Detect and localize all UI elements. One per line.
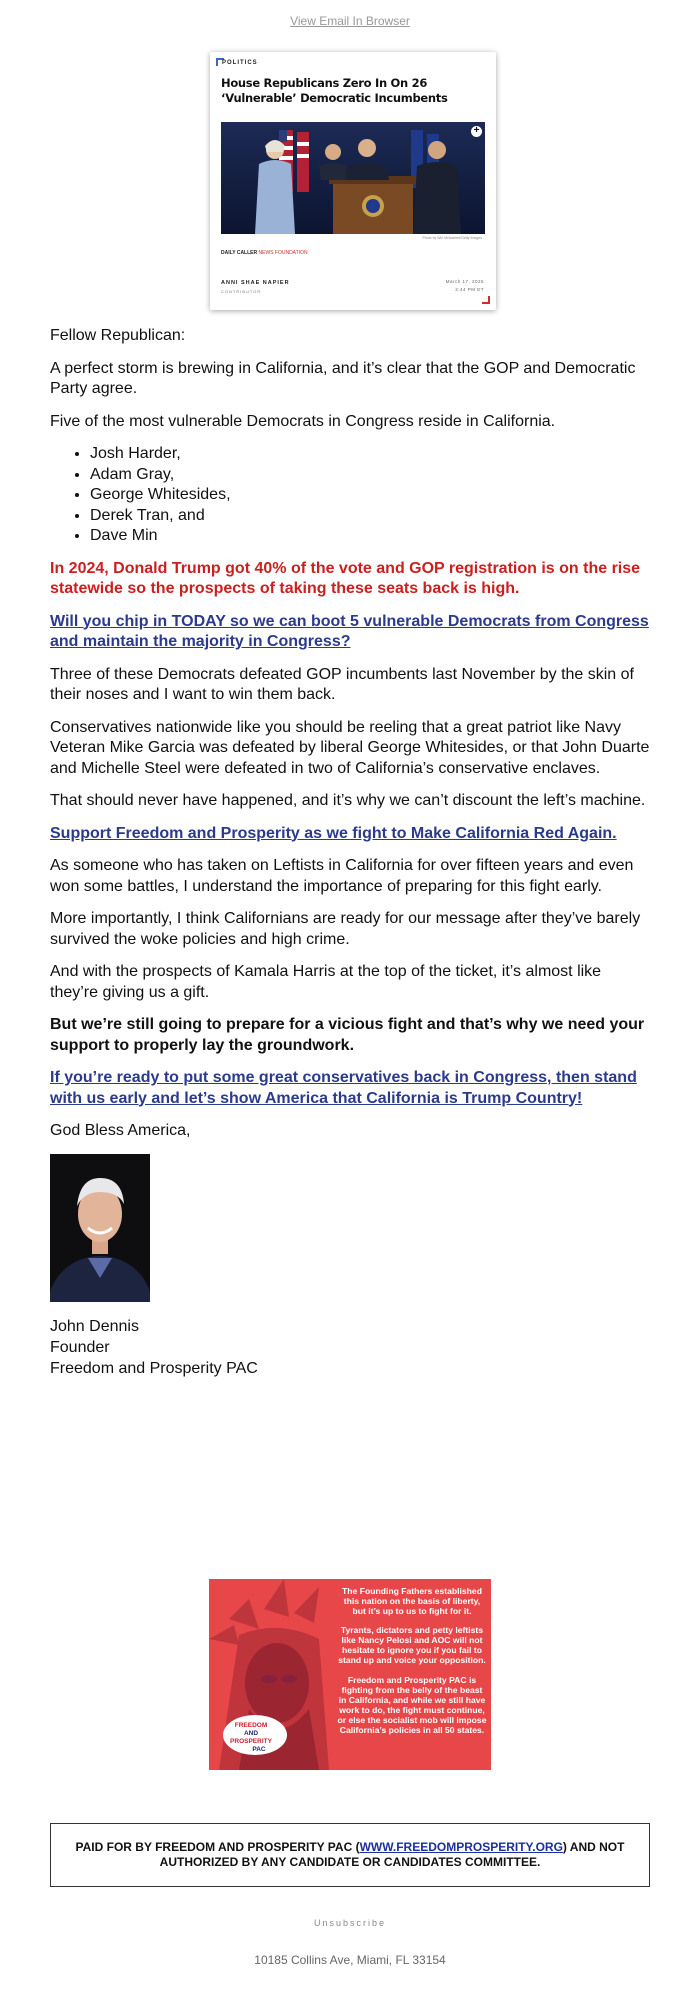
photo-caption: Photo by Win McNamee/Getty Images [422,236,482,240]
banner-text: California’s policies in all 50 states. [339,1725,485,1735]
paragraph-8: And with the prospects of Kamala Harris at the top of the ticket, it’s almost like they’re giving us a gift. [50,963,602,1001]
disclaimer-text: ) AND NOT AUTHORIZED BY ANY CANDIDATE OR CANDIDATES COMMITTEE. [159,1840,625,1869]
article-date [446,278,484,294]
banner-text: Tyrants, dictators and petty leftists [340,1625,484,1635]
article-section: POLITICS [222,60,258,66]
website-link[interactable]: WWW.FREEDOMPROSPERITY.ORG [359,1840,563,1854]
donate-link-1[interactable]: Will you chip in TODAY so we can boot 5 vulnerable Democrats from Congress and maintain the majority in Congress? [50,612,649,650]
banner-text: stand up and voice your opposition. [338,1655,486,1665]
publisher-name: DAILY CALLER [221,250,258,256]
banner-text: hesitate to ignore you if you fail to [342,1645,482,1655]
disclaimer-text: PAID FOR BY FREEDOM AND PROSPERITY PAC ( [75,1840,360,1854]
mailing-address: 10185 Collins Ave, Miami, FL 33154 [254,1953,446,1967]
paragraph-1: A perfect storm is brewing in California, and it’s clear that the GOP and Democratic Party agree. [50,359,636,397]
list-item: • George Whitesides, [90,485,650,506]
signer-portrait [50,1154,150,1302]
paragraph-7: More importantly, I think Californians are ready for our message after they’ve barely survived the woke policies and high crime. [50,910,641,948]
highlight-statement: In 2024, Donald Trump got 40% of the vote and GOP registration is on the rise statewide so the prospects of taking these seats back is high. [50,559,641,597]
article-date-line: March 17, 2025 [445,279,484,284]
paragraph-2: Five of the most vulnerable Democrats in Congress reside in California. [50,412,556,430]
banner-text: Freedom and Prosperity PAC is [347,1675,477,1685]
logo-text: PAC [252,1746,266,1753]
signature-block [50,1316,650,1379]
article-photo [221,122,485,234]
banner-text: work to do, the fight must continue, [339,1705,485,1715]
banner-text: but it’s up to us to fight for it. [352,1606,472,1616]
paragraph-5: That should never have happened, and it’s why we can’t discount the left’s machine. [50,792,646,809]
expand-icon: + [471,126,482,137]
list-item: • Josh Harder, [90,444,650,465]
paragraph-6: As someone who has taken on Leftists in California for over fifteen years and even won some battles, I understand the importance of preparing for this fight early. [50,857,634,895]
signer-title: Founder [50,1338,110,1356]
donate-link-2[interactable]: Support Freedom and Prosperity as we fight to Make California Red Again. [50,824,617,842]
view-in-browser-link[interactable]: View Email In Browser [290,14,410,28]
paragraph-3: Three of these Democrats defeated GOP incumbents last November by the skin of their noses and I want to win them back. [50,665,634,703]
closing: God Bless America, [50,1122,191,1139]
paragraph-4: Conservatives nationwide like you should be reeling that a great patriot like Navy Veteran Mike Garcia was defeated by liberal George Whitesides, or that John Duarte and Michelle Steel were defeated in two of California’s conservative enclaves. [50,718,650,777]
signer-org: Freedom and Prosperity PAC [50,1359,258,1377]
article-author: ANNI SHAE NAPIER [221,280,290,286]
signer-name: John Dennis [50,1317,139,1335]
publisher-suffix: NEWS FOUNDATION [258,250,308,256]
banner-text: like Nancy Pelosi and AOC will not [341,1635,483,1645]
article-headline: House Republicans Zero In On 26 ‘Vulnerable’ Democratic Incumbents [221,76,448,105]
greeting: Fellow Republican: [50,327,186,344]
email-body [50,326,650,1379]
list-item: • Dave Min [90,526,650,547]
democrats-list [90,444,650,547]
logo-text: PROSPERITY [230,1738,272,1745]
article-time-line: 2:44 PM ET [455,287,484,292]
donate-link-3[interactable]: If you’re ready to put some great conservatives back in Congress, then stand with us early and let’s show America that California is Trump Country! [50,1069,637,1107]
view-in-browser-row [0,14,700,28]
article-card-image[interactable] [210,52,496,310]
list-item: • Derek Tran, and [90,506,650,527]
bold-statement: But we’re still going to prepare for a vicious fight and that’s why we need your support to properly lay the groundwork. [50,1016,645,1054]
list-item: • Adam Gray, [90,465,650,486]
logo-text: FREEDOM [234,1722,268,1729]
freedom-banner-image[interactable] [209,1579,491,1770]
banner-text: in California, and while we still have [338,1695,486,1705]
banner-text: this nation on the basis of liberty, [343,1596,481,1606]
publisher-logo [221,250,308,256]
banner-text: fighting from the belly of the beast [341,1685,483,1695]
banner-text: The Founding Fathers established [342,1586,482,1596]
corner-accent [482,296,490,304]
unsubscribe-link[interactable]: Unsubscribe [313,1918,387,1928]
paid-for-disclaimer [50,1823,650,1887]
article-author-role: CONTRIBUTOR [221,289,262,294]
logo-text: AND [243,1730,259,1737]
banner-text: or else the socialist mob will impose [337,1715,487,1725]
